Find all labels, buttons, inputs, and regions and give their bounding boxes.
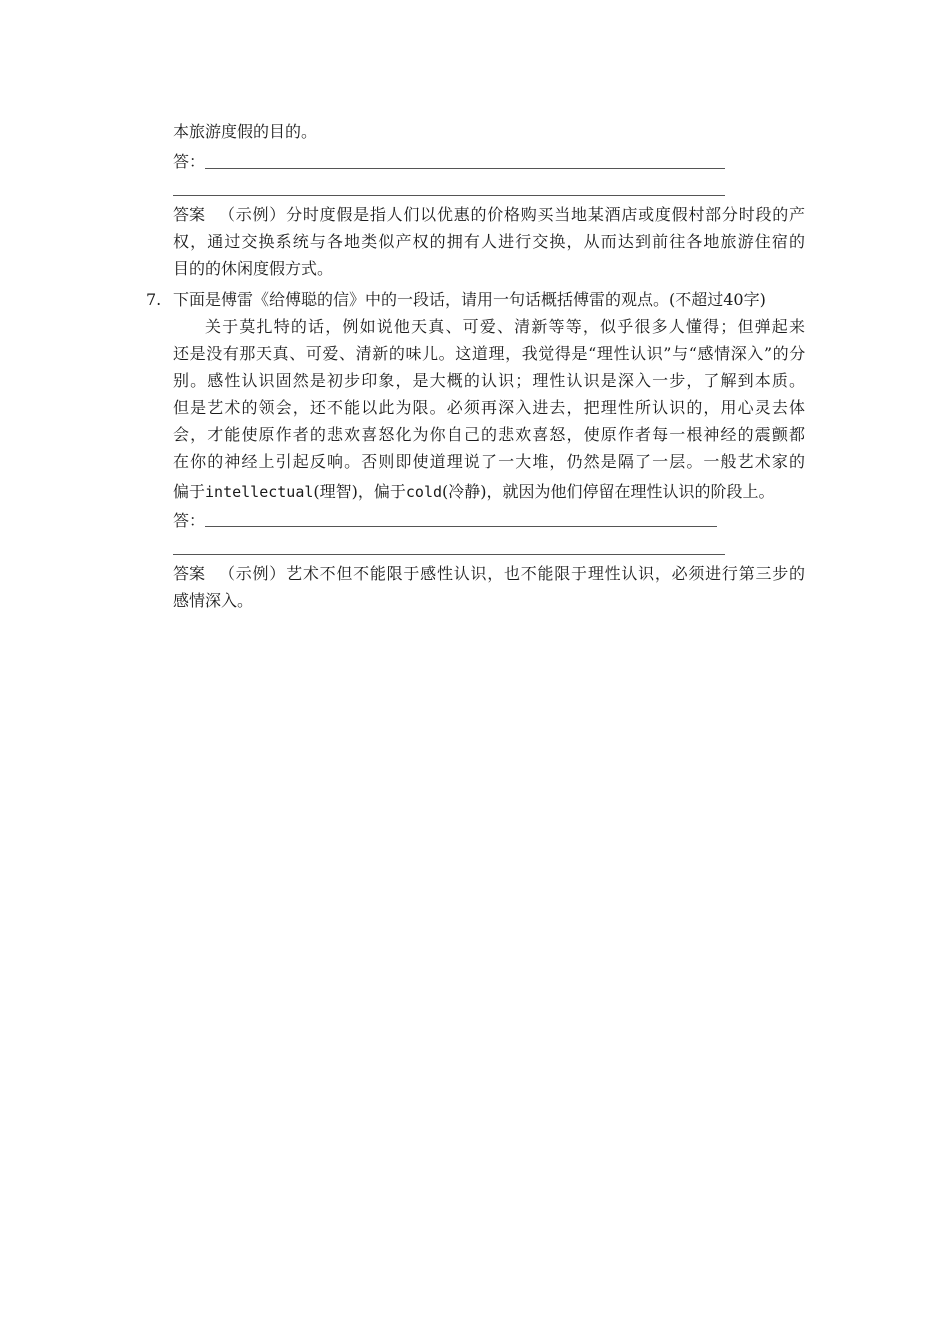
passage-line-1: 关于莫扎特的话，例如说他天真、可爱、清新等等，似乎很多人懂得；但弹起来 <box>205 317 805 336</box>
prev-answer-blank-line-1[interactable] <box>205 168 725 169</box>
prev-answer-line-1 <box>173 205 805 227</box>
prev-answer-text-1: （示例）分时度假是指人们以优惠的价格购买当地某酒店或度假村部分时段的产 <box>219 205 805 224</box>
passage-line-2: 还是没有那天真、可爱、清新的味儿。这道理，我觉得是“理性认识”与“感情深入”的分 <box>173 344 805 363</box>
answer-line-2: 感情深入。 <box>173 591 254 610</box>
passage-line-7: 偏于intellectual(理智)，偏于cold(冷静)，就因为他们停留在理性认识的阶段上。 <box>173 482 775 501</box>
passage-line-3: 别。感性认识固然是初步印象，是大概的认识；理性认识是深入一步，了解到本质。 <box>173 371 805 390</box>
answer-line-1 <box>173 564 805 586</box>
answer-header: 答案 <box>173 564 206 583</box>
passage-line-5: 会，才能使原作者的悲欢喜怒化为你自己的悲欢喜怒，使原作者每一根神经的震颤都 <box>173 425 805 444</box>
prev-answer-blank-line-2[interactable] <box>173 195 725 196</box>
prev-question-tail: 本旅游度假的目的。 <box>173 122 318 141</box>
question-prompt: 下面是傅雷《给傅聪的信》中的一段话，请用一句话概括傅雷的观点。(不超过40字) <box>173 290 766 309</box>
term-cold: cold <box>405 483 443 501</box>
answer-text-1: （示例）艺术不但不能限于感性认识，也不能限于理性认识，必须进行第三步的 <box>219 564 805 583</box>
prev-answer-header: 答案 <box>173 205 206 224</box>
prev-answer-label: 答： <box>173 152 206 171</box>
term-intellectual: intellectual <box>205 483 314 501</box>
prev-answer-line-2: 权，通过交换系统与各地类似产权的拥有人进行交换，从而达到前往各地旅游住宿的 <box>173 232 805 251</box>
answer-blank-line-2[interactable] <box>173 554 725 555</box>
answer-label: 答： <box>173 511 206 530</box>
answer-blank-line-1[interactable] <box>205 526 717 527</box>
prev-answer-line-3: 目的的休闲度假方式。 <box>173 259 334 278</box>
passage-line-4: 但是艺术的领会，还不能以此为限。必须再深入进去，把理性所认识的，用心灵去体 <box>173 398 805 417</box>
passage-line-6: 在你的神经上引起反响。否则即使道理说了一大堆，仍然是隔了一层。一般艺术家的 <box>173 452 805 471</box>
question-number: 7. <box>146 290 162 309</box>
